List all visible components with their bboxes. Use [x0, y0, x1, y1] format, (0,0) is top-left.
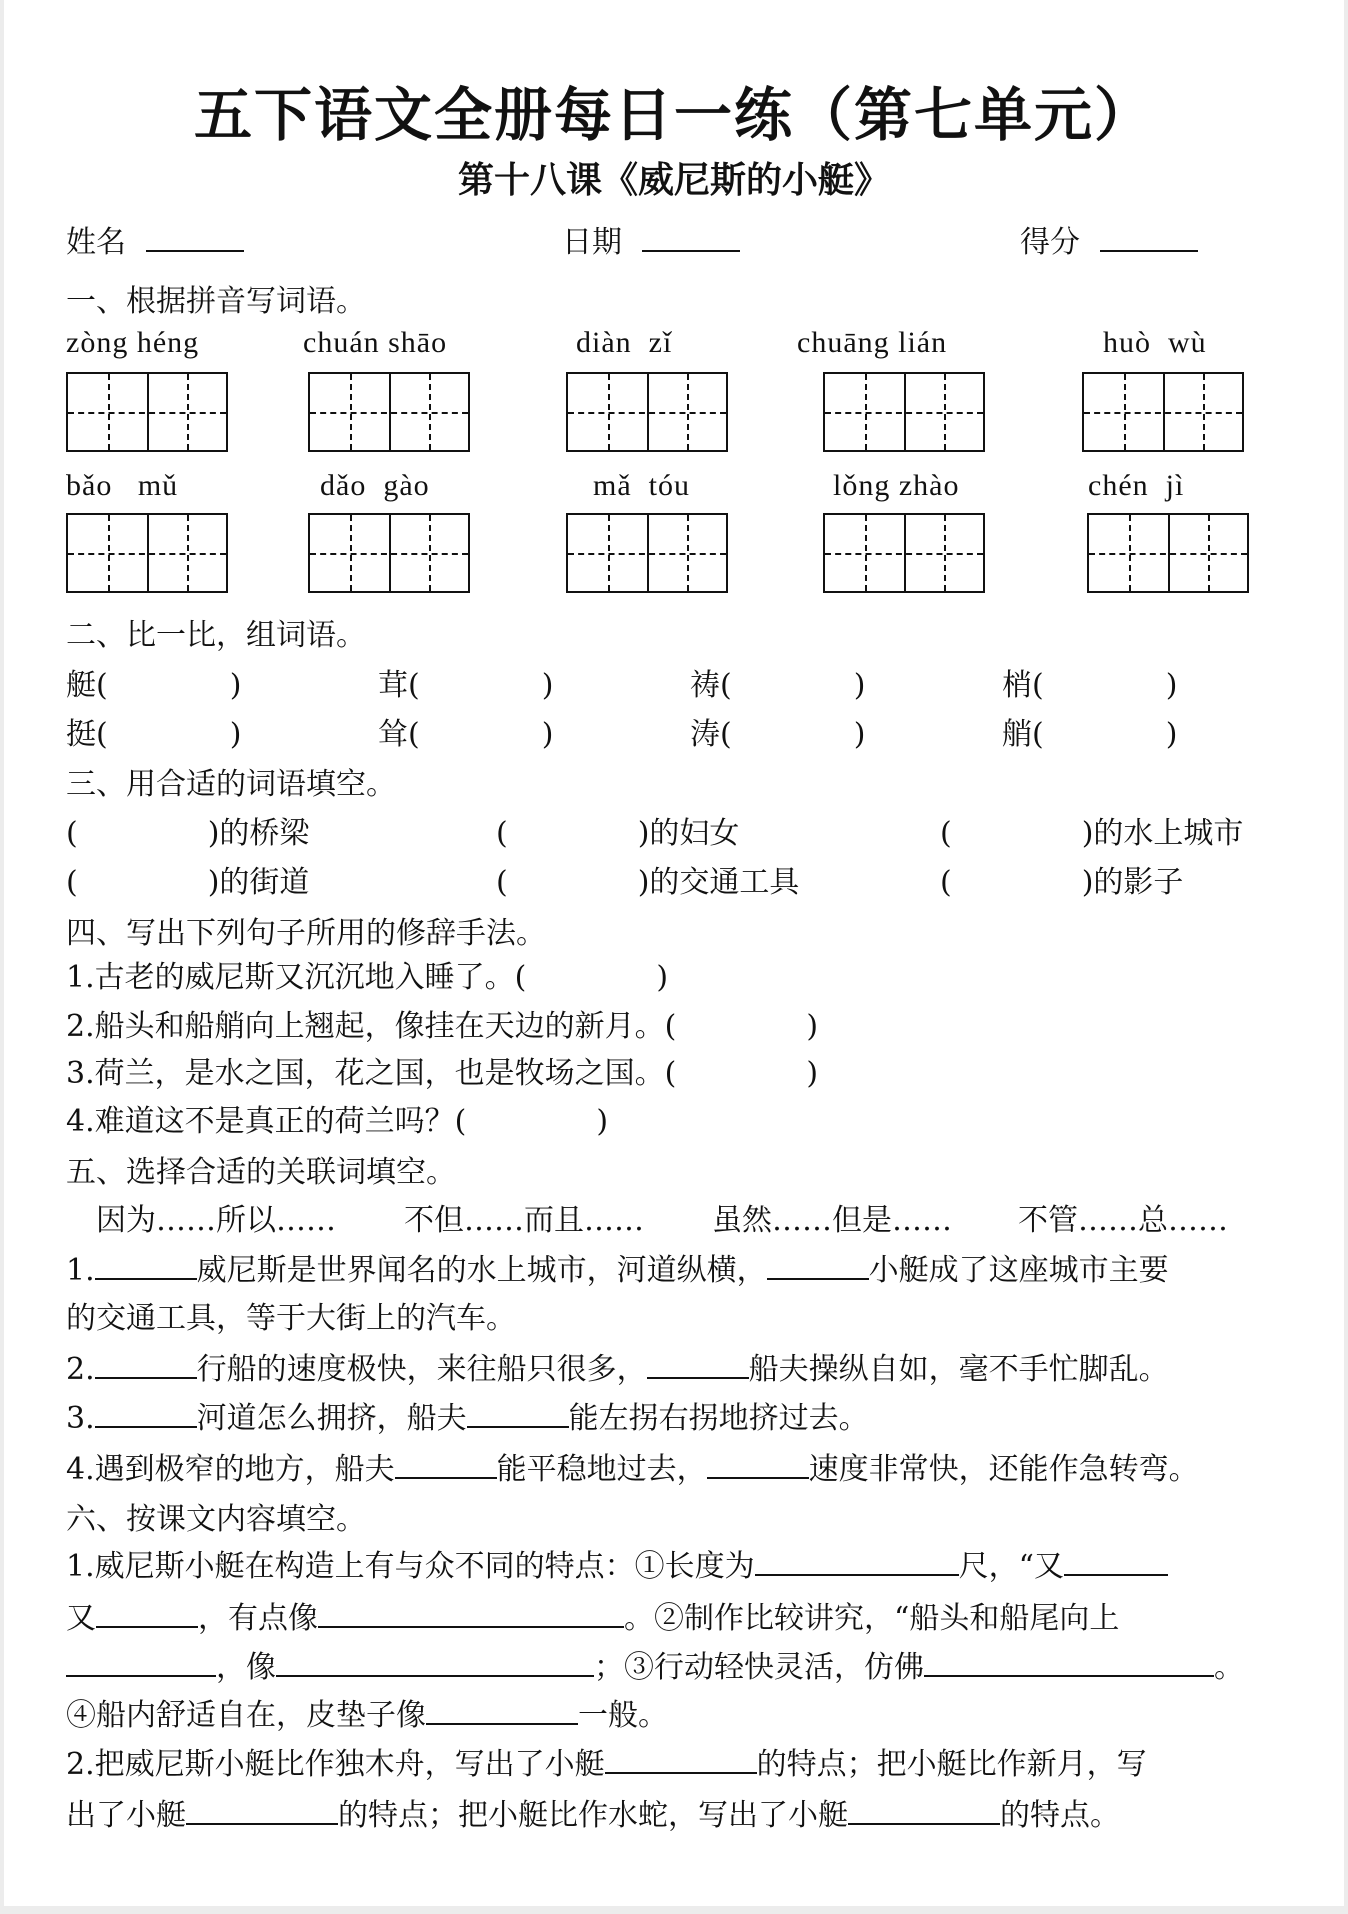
- close-paren: ): [229, 668, 242, 703]
- answer-blank[interactable]: [707, 1449, 809, 1479]
- section6-heading: 六、按课文内容填空。: [66, 1502, 366, 1537]
- pinyin-label: lǒng zhào: [833, 469, 960, 502]
- fill-text: ，像: [216, 1650, 276, 1685]
- writing-grid[interactable]: [308, 372, 470, 452]
- compare-char: 艄(: [1002, 717, 1044, 752]
- answer-blank[interactable]: [96, 1598, 198, 1628]
- content-fill-line: [66, 1647, 1244, 1688]
- pinyin-label: huò wù: [1103, 326, 1207, 359]
- sentence-text: 4.难道这不是真正的荷兰吗？(: [66, 1104, 467, 1139]
- content-fill-line: [66, 1546, 1168, 1587]
- writing-grid[interactable]: [566, 372, 728, 452]
- answer-blank[interactable]: [467, 1398, 569, 1428]
- fill-text: 一般。: [578, 1698, 668, 1733]
- answer-blank[interactable]: [848, 1795, 1000, 1825]
- pinyin-label: dǎo gào: [320, 469, 430, 502]
- page-title: 五下语文全册每日一练（第七单元）: [193, 81, 1154, 149]
- question-text: 船夫操纵自如，毫不手忙脚乱。: [748, 1352, 1169, 1387]
- open-paren: (: [496, 865, 508, 900]
- question-text: 行船的速度极快，来往船只很多，: [196, 1352, 647, 1387]
- compare-item[interactable]: [378, 666, 553, 706]
- score-field[interactable]: [1020, 222, 1198, 263]
- compare-item[interactable]: [690, 715, 865, 755]
- sentence-text: 1.古老的威尼斯又沉沉地入睡了。(: [66, 960, 527, 995]
- writing-grid[interactable]: [566, 513, 728, 593]
- compare-char: 祷(: [690, 668, 732, 703]
- compare-char: 梢(: [1002, 668, 1044, 703]
- rhetoric-item[interactable]: [66, 1054, 818, 1094]
- fill-item[interactable]: [66, 814, 309, 854]
- close-paren: ): [541, 717, 554, 752]
- section3-heading: 三、用合适的词语填空。: [66, 767, 396, 802]
- answer-blank[interactable]: [66, 1647, 216, 1677]
- compare-char: 耸(: [378, 717, 420, 752]
- open-paren: (: [496, 816, 508, 851]
- writing-grid[interactable]: [66, 372, 228, 452]
- open-paren: (: [940, 816, 952, 851]
- pinyin-label: bǎo mǔ: [66, 469, 179, 502]
- fill-text: 的特点。: [1000, 1798, 1120, 1833]
- conjunction-question: [66, 1398, 869, 1439]
- conjunction-option: 因为……所以……: [96, 1203, 336, 1238]
- fill-text: 1.威尼斯小艇在构造上有与众不同的特点：①长度为: [66, 1549, 755, 1584]
- sentence-text: 2.船头和船艄向上翘起，像挂在天边的新月。(: [66, 1009, 677, 1044]
- answer-blank[interactable]: [924, 1647, 1214, 1677]
- compare-item[interactable]: [1002, 666, 1177, 706]
- fill-text: )的桥梁: [207, 816, 310, 851]
- compare-item[interactable]: [378, 715, 553, 755]
- question-text: 威尼斯是世界闻名的水上城市，河道纵横，: [196, 1253, 767, 1288]
- answer-blank[interactable]: [186, 1795, 338, 1825]
- fill-text: 2.把威尼斯小艇比作独木舟，写出了小艇: [66, 1747, 605, 1782]
- fill-text: 出了小艇: [66, 1798, 186, 1833]
- fill-text: ④船内舒适自在，皮垫子像: [66, 1698, 426, 1733]
- question-text: 4.遇到极窄的地方，船夫: [66, 1452, 395, 1487]
- fill-text: 。②制作比较讲究，“船头和船尾向上: [624, 1601, 1120, 1636]
- close-paren: ): [541, 668, 554, 703]
- conjunction-option: 虽然……但是……: [712, 1203, 952, 1238]
- answer-blank[interactable]: [767, 1250, 869, 1280]
- compare-item[interactable]: [1002, 715, 1177, 755]
- question-number: 1.: [66, 1253, 95, 1288]
- fill-item[interactable]: [496, 863, 799, 903]
- writing-grid[interactable]: [823, 372, 985, 452]
- answer-blank[interactable]: [95, 1250, 197, 1280]
- open-paren: (: [940, 865, 952, 900]
- answer-blank[interactable]: [95, 1398, 197, 1428]
- fill-text: 尺，“又: [958, 1549, 1064, 1584]
- conjunction-option: 不但……而且……: [404, 1203, 644, 1238]
- content-fill-line: [66, 1795, 1120, 1836]
- answer-blank[interactable]: [605, 1744, 757, 1774]
- close-paren: ): [596, 1104, 609, 1139]
- answer-blank[interactable]: [647, 1349, 749, 1379]
- content-fill-line: [66, 1695, 668, 1736]
- close-paren: ): [229, 717, 242, 752]
- answer-blank[interactable]: [426, 1695, 578, 1725]
- section5-heading: 五、选择合适的关联词填空。: [66, 1155, 456, 1190]
- close-paren: ): [853, 668, 866, 703]
- writing-grid[interactable]: [308, 513, 470, 593]
- fill-text: )的街道: [207, 865, 310, 900]
- compare-item[interactable]: [690, 666, 865, 706]
- conjunction-question: [66, 1449, 1199, 1490]
- fill-item[interactable]: [496, 814, 739, 854]
- name-label: 姓名: [66, 225, 126, 260]
- fill-item[interactable]: [940, 814, 1243, 854]
- pinyin-label: zòng héng: [66, 326, 200, 359]
- answer-blank[interactable]: [1064, 1546, 1168, 1576]
- rhetoric-item[interactable]: [66, 1102, 608, 1142]
- fill-text: ；③行动轻快灵活，仿佛: [594, 1650, 924, 1685]
- writing-grid[interactable]: [1082, 372, 1244, 452]
- section2-heading: 二、比一比，组词语。: [66, 618, 366, 653]
- date-field[interactable]: [562, 222, 740, 263]
- name-blank[interactable]: [146, 222, 244, 252]
- fill-text: 又: [66, 1601, 96, 1636]
- close-paren: ): [853, 717, 866, 752]
- answer-blank[interactable]: [318, 1598, 624, 1628]
- question-number: 2.: [66, 1352, 95, 1387]
- fill-text: )的影子: [1081, 865, 1184, 900]
- fill-text: )的妇女: [637, 816, 740, 851]
- fill-text: 的特点；把小艇比作水蛇，写出了小艇: [338, 1798, 848, 1833]
- question-text: 小艇成了这座城市主要: [868, 1253, 1169, 1288]
- writing-grid[interactable]: [823, 513, 985, 593]
- content-fill-line: [66, 1598, 1119, 1639]
- fill-text: 。: [1214, 1650, 1244, 1685]
- date-blank[interactable]: [642, 222, 740, 252]
- pinyin-label: chuāng lián: [797, 326, 948, 359]
- close-paren: ): [656, 960, 669, 995]
- writing-grid[interactable]: [66, 513, 228, 593]
- fill-item[interactable]: [66, 863, 309, 903]
- section4-heading: 四、写出下列句子所用的修辞手法。: [66, 916, 546, 951]
- rhetoric-item[interactable]: [66, 958, 668, 998]
- fill-item[interactable]: [940, 863, 1183, 903]
- question-number: 3.: [66, 1401, 95, 1436]
- question-text: 能平稳地过去，: [496, 1452, 707, 1487]
- answer-blank[interactable]: [95, 1349, 197, 1379]
- lesson-subtitle: 第十八课《威尼斯的小艇》: [457, 159, 890, 201]
- question-text: 的交通工具，等于大街上的汽车。: [66, 1301, 516, 1336]
- score-blank[interactable]: [1100, 222, 1198, 252]
- date-label: 日期: [562, 225, 622, 260]
- content-fill-line: [66, 1744, 1147, 1785]
- sentence-text: 3.荷兰，是水之国，花之国，也是牧场之国。(: [66, 1056, 677, 1091]
- fill-text: 的特点；把小艇比作新月，写: [756, 1747, 1147, 1782]
- close-paren: ): [1165, 668, 1178, 703]
- question-text: 速度非常快，还能作急转弯。: [808, 1452, 1199, 1487]
- close-paren: ): [1165, 717, 1178, 752]
- compare-char: 涛(: [690, 717, 732, 752]
- fill-text: )的交通工具: [637, 865, 800, 900]
- pinyin-label: chuán shāo: [303, 326, 448, 359]
- question-text: 河道怎么拥挤，船夫: [196, 1401, 467, 1436]
- compare-item[interactable]: [66, 715, 241, 755]
- open-paren: (: [66, 865, 78, 900]
- name-field[interactable]: [66, 222, 244, 263]
- pinyin-label: diàn zǐ: [576, 326, 673, 359]
- conjunction-question: [66, 1349, 1169, 1390]
- writing-grid[interactable]: [1087, 513, 1249, 593]
- answer-blank[interactable]: [755, 1546, 959, 1576]
- pinyin-label: mǎ tóu: [593, 469, 690, 502]
- compare-item[interactable]: [66, 666, 241, 706]
- compare-char: 艇(: [66, 668, 108, 703]
- answer-blank[interactable]: [276, 1647, 594, 1677]
- compare-char: 茸(: [378, 668, 420, 703]
- rhetoric-item[interactable]: [66, 1007, 818, 1047]
- fill-text: )的水上城市: [1081, 816, 1244, 851]
- compare-char: 挺(: [66, 717, 108, 752]
- section1-heading: 一、根据拼音写词语。: [66, 284, 366, 319]
- conjunction-question: [66, 1250, 1169, 1291]
- score-label: 得分: [1020, 225, 1080, 260]
- pinyin-label: chén jì: [1088, 469, 1185, 502]
- close-paren: ): [806, 1009, 819, 1044]
- fill-text: ，有点像: [198, 1601, 318, 1636]
- close-paren: ): [806, 1056, 819, 1091]
- conjunction-option: 不管……总……: [1018, 1203, 1228, 1238]
- open-paren: (: [66, 816, 78, 851]
- question-text: 能左拐右拐地挤过去。: [568, 1401, 869, 1436]
- answer-blank[interactable]: [395, 1449, 497, 1479]
